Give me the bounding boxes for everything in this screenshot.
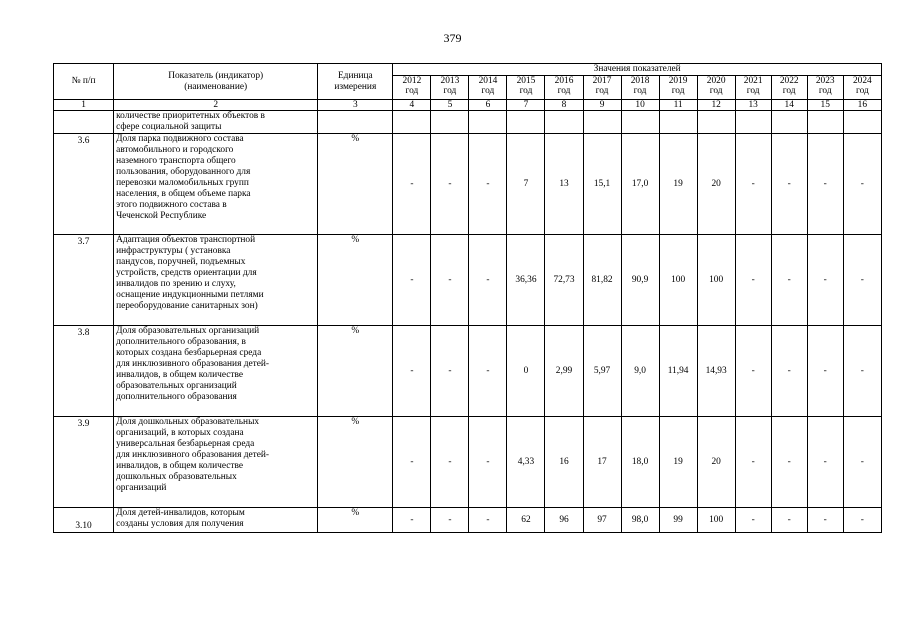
value-cell-2024: - bbox=[843, 235, 881, 326]
value-cell-2020: 14,93 bbox=[697, 326, 735, 417]
year-header-2015 bbox=[507, 76, 545, 100]
year-header-2018 bbox=[621, 76, 659, 100]
value-cell-2018: 98,0 bbox=[621, 508, 659, 533]
year-label: 2021 bbox=[743, 76, 763, 86]
value-cell-2023: - bbox=[807, 235, 843, 326]
value-cell-2013: - bbox=[431, 134, 469, 235]
column-number: 10 bbox=[621, 100, 659, 111]
value-cell-2021: - bbox=[735, 508, 771, 533]
value-cell-2018: 17,0 bbox=[621, 134, 659, 235]
value-cell-2012: - bbox=[393, 326, 431, 417]
year-suffix: год bbox=[855, 86, 869, 96]
year-suffix: год bbox=[481, 86, 495, 96]
row-number: 3.8 bbox=[54, 326, 114, 417]
value-cell-2022: - bbox=[771, 326, 807, 417]
year-header-2020 bbox=[697, 76, 735, 100]
column-number: 2 bbox=[114, 100, 318, 111]
indicator-name: Доля детей-инвалидов, которым созданы условия для получения bbox=[114, 508, 318, 533]
year-suffix: год bbox=[746, 86, 760, 96]
year-header-2016 bbox=[545, 76, 583, 100]
year-header-2013 bbox=[431, 76, 469, 100]
value-cell-2020: 20 bbox=[697, 417, 735, 508]
value-cell-2018: 9,0 bbox=[621, 326, 659, 417]
table-row bbox=[54, 326, 882, 417]
column-number: 7 bbox=[507, 100, 545, 111]
year-label: 2012 bbox=[402, 76, 422, 86]
value-cell-2013: - bbox=[431, 417, 469, 508]
value-cell-2012: - bbox=[393, 134, 431, 235]
column-number: 1 bbox=[54, 100, 114, 111]
value-cell-2024: - bbox=[843, 326, 881, 417]
year-label: 2023 bbox=[815, 76, 835, 86]
year-header-2017 bbox=[583, 76, 621, 100]
column-number: 5 bbox=[431, 100, 469, 111]
year-label: 2016 bbox=[554, 76, 574, 86]
year-label: 2015 bbox=[516, 76, 536, 86]
column-number: 11 bbox=[659, 100, 697, 111]
row-number: 3.7 bbox=[54, 235, 114, 326]
value-cell-2017: 15,1 bbox=[583, 134, 621, 235]
year-label: 2020 bbox=[706, 76, 726, 86]
table-row bbox=[54, 417, 882, 508]
indicator-name: Доля дошкольных образовательных организаций, в которых создана универсальная безбарьерная среда для инклюзивного образования детей- инвалидов, в общем количестве дошкольных образовательных организаций bbox=[114, 417, 318, 508]
column-number: 16 bbox=[843, 100, 881, 111]
value-cell-2022: - bbox=[771, 134, 807, 235]
year-header-2019 bbox=[659, 76, 697, 100]
indicators-table bbox=[53, 63, 882, 533]
column-number: 6 bbox=[469, 100, 507, 111]
column-number: 3 bbox=[318, 100, 393, 111]
value-cell-2016: 2,99 bbox=[545, 326, 583, 417]
value-cell-2019: 11,94 bbox=[659, 326, 697, 417]
value-cell-2022: - bbox=[771, 508, 807, 533]
year-suffix: год bbox=[557, 86, 571, 96]
value-cell-2016: 16 bbox=[545, 417, 583, 508]
year-header-2012 bbox=[393, 76, 431, 100]
year-suffix: год bbox=[595, 86, 609, 96]
value-cell-2023: - bbox=[807, 508, 843, 533]
header-indicator: Показатель (индикатор) (наименование) bbox=[114, 64, 318, 100]
value-cell-2024: - bbox=[843, 417, 881, 508]
value-cell-2017: 81,82 bbox=[583, 235, 621, 326]
header-unit: Единица измерения bbox=[318, 64, 393, 100]
year-label: 2013 bbox=[440, 76, 460, 86]
year-suffix: год bbox=[709, 86, 723, 96]
value-cell-2023: - bbox=[807, 326, 843, 417]
value-cell-2019: 100 bbox=[659, 235, 697, 326]
value-cell-2020: 100 bbox=[697, 235, 735, 326]
row-number: 3.10 bbox=[54, 508, 114, 533]
header-values-group: Значения показателей bbox=[393, 64, 882, 76]
value-cell-2015: 7 bbox=[507, 134, 545, 235]
value-cell-2023: - bbox=[807, 417, 843, 508]
value-cell-2020: 100 bbox=[697, 508, 735, 533]
column-number: 4 bbox=[393, 100, 431, 111]
year-label: 2014 bbox=[478, 76, 498, 86]
value-cell-2024: - bbox=[843, 508, 881, 533]
value-cell-2016: 13 bbox=[545, 134, 583, 235]
column-number: 14 bbox=[771, 100, 807, 111]
value-cell-2014: - bbox=[469, 235, 507, 326]
column-numbers-row bbox=[54, 100, 882, 111]
row-number: 3.9 bbox=[54, 417, 114, 508]
value-cell-2021: - bbox=[735, 134, 771, 235]
year-header-2021 bbox=[735, 76, 771, 100]
column-number: 8 bbox=[545, 100, 583, 111]
indicator-name: Доля образовательных организаций дополнительного образования, в которых создана безбарьерная среда для инклюзивного образования детей- инвалидов, в общем количестве образовательных организаций дополнительного образования bbox=[114, 326, 318, 417]
column-number: 9 bbox=[583, 100, 621, 111]
column-number: 15 bbox=[807, 100, 843, 111]
continuation-indicator: количестве приоритетных объектов в сфере социальной защиты bbox=[114, 111, 318, 134]
value-cell-2022: - bbox=[771, 235, 807, 326]
value-cell-2013: - bbox=[431, 235, 469, 326]
year-suffix: год bbox=[519, 86, 533, 96]
unit-cell: % bbox=[318, 417, 393, 508]
year-suffix: год bbox=[633, 86, 647, 96]
table-row bbox=[54, 134, 882, 235]
unit-cell: % bbox=[318, 508, 393, 533]
year-suffix: год bbox=[782, 86, 796, 96]
value-cell-2014: - bbox=[469, 326, 507, 417]
year-label: 2018 bbox=[630, 76, 650, 86]
value-cell-2021: - bbox=[735, 326, 771, 417]
value-cell-2014: - bbox=[469, 417, 507, 508]
unit-cell: % bbox=[318, 326, 393, 417]
indicator-name: Адаптация объектов транспортной инфраструктуры ( установка пандусов, поручней, подъемных устройств, средств ориентации для инвалидов по зрению и слуху, оснащение индукционными петлями переоборудование санитарных зон) bbox=[114, 235, 318, 326]
year-header-2023 bbox=[807, 76, 843, 100]
value-cell-2024: - bbox=[843, 134, 881, 235]
value-cell-2017: 17 bbox=[583, 417, 621, 508]
year-header-2024 bbox=[843, 76, 881, 100]
year-header-2022 bbox=[771, 76, 807, 100]
value-cell-2018: 90,9 bbox=[621, 235, 659, 326]
value-cell-2015: 36,36 bbox=[507, 235, 545, 326]
value-cell-2019: 19 bbox=[659, 417, 697, 508]
value-cell-2016: 72,73 bbox=[545, 235, 583, 326]
value-cell-2021: - bbox=[735, 235, 771, 326]
value-cell-2019: 99 bbox=[659, 508, 697, 533]
value-cell-2018: 18,0 bbox=[621, 417, 659, 508]
year-label: 2024 bbox=[852, 76, 872, 86]
value-cell-2014: - bbox=[469, 134, 507, 235]
value-cell-2012: - bbox=[393, 417, 431, 508]
value-cell-2021: - bbox=[735, 417, 771, 508]
value-cell-2015: 4,33 bbox=[507, 417, 545, 508]
column-number: 13 bbox=[735, 100, 771, 111]
value-cell-2013: - bbox=[431, 326, 469, 417]
value-cell-2023: - bbox=[807, 134, 843, 235]
unit-cell: % bbox=[318, 134, 393, 235]
row-number: 3.6 bbox=[54, 134, 114, 235]
year-label: 2019 bbox=[668, 76, 688, 86]
value-cell-2012: - bbox=[393, 508, 431, 533]
column-number: 12 bbox=[697, 100, 735, 111]
value-cell-2020: 20 bbox=[697, 134, 735, 235]
indicator-name: Доля парка подвижного состава автомобильного и городского наземного транспорта общего пользования, оборудованного для перевозки маломобильных групп населения, в общем объеме парка этого подвижного состава в Чеченской Республике bbox=[114, 134, 318, 235]
value-cell-2015: 0 bbox=[507, 326, 545, 417]
value-cell-2016: 96 bbox=[545, 508, 583, 533]
value-cell-2019: 19 bbox=[659, 134, 697, 235]
year-suffix: год bbox=[405, 86, 419, 96]
value-cell-2012: - bbox=[393, 235, 431, 326]
value-cell-2022: - bbox=[771, 417, 807, 508]
page-number: 379 bbox=[443, 31, 462, 45]
continuation-row bbox=[54, 111, 882, 134]
table-row bbox=[54, 508, 882, 533]
year-suffix: год bbox=[671, 86, 685, 96]
value-cell-2017: 97 bbox=[583, 508, 621, 533]
year-suffix: год bbox=[443, 86, 457, 96]
value-cell-2013: - bbox=[431, 508, 469, 533]
value-cell-2017: 5,97 bbox=[583, 326, 621, 417]
year-header-2014 bbox=[469, 76, 507, 100]
value-cell-2015: 62 bbox=[507, 508, 545, 533]
year-label: 2017 bbox=[592, 76, 612, 86]
value-cell-2014: - bbox=[469, 508, 507, 533]
table-row bbox=[54, 235, 882, 326]
unit-cell: % bbox=[318, 235, 393, 326]
header-num: № п/п bbox=[54, 64, 114, 100]
year-label: 2022 bbox=[779, 76, 799, 86]
year-suffix: год bbox=[818, 86, 832, 96]
